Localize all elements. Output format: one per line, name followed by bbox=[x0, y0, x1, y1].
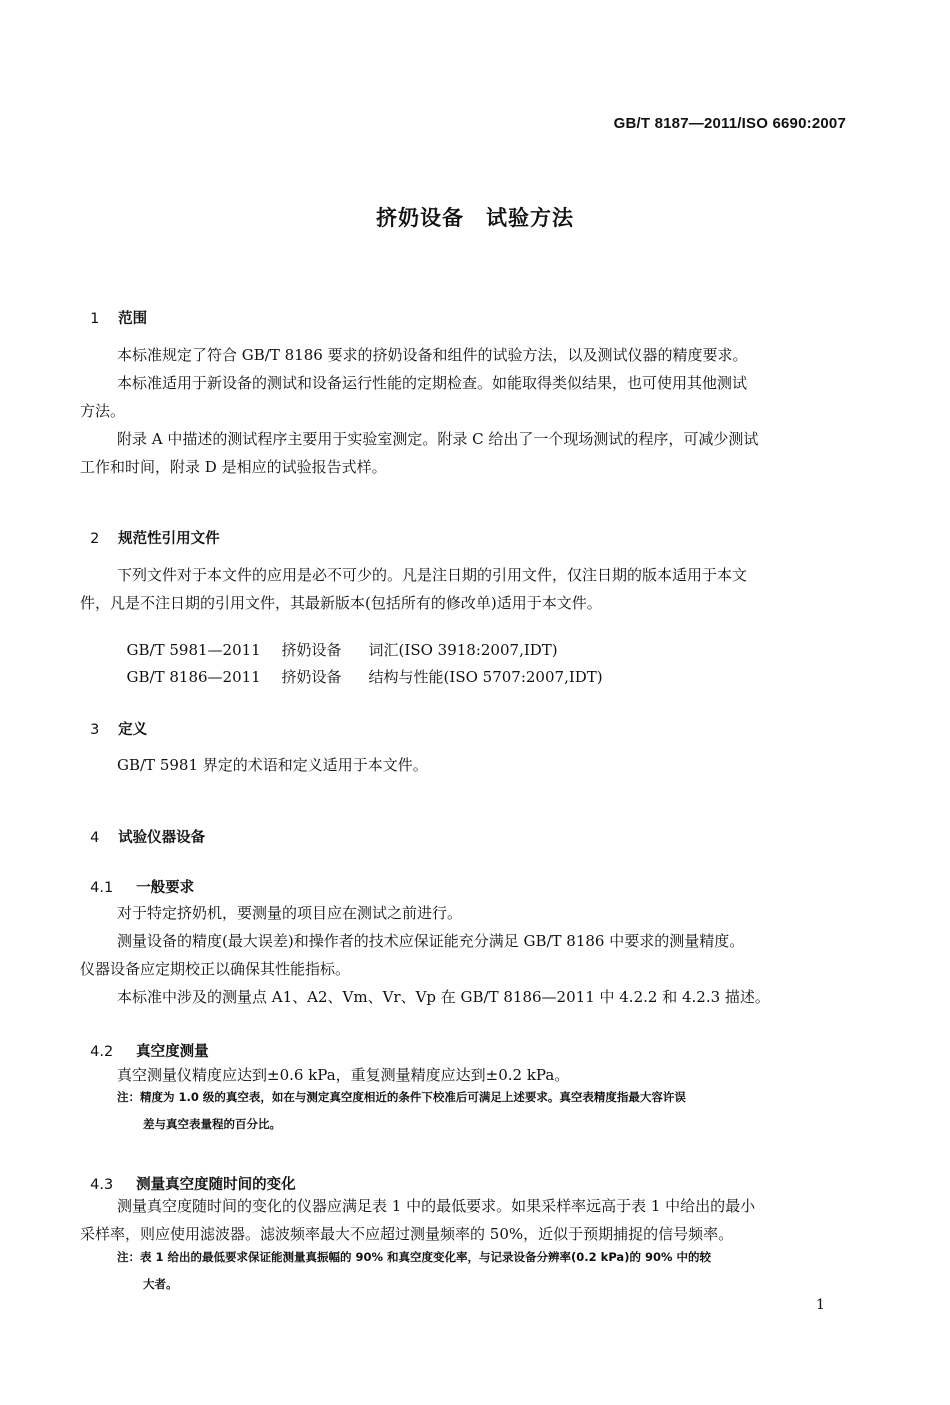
section-title: 试验仪器设备 bbox=[118, 830, 206, 846]
paragraph: 下列文件对于本文件的应用是必不可少的。凡是注日期的引用文件，仅注日期的版本适用于本文 bbox=[117, 566, 748, 584]
subsection-number: 4.3 bbox=[90, 1177, 114, 1193]
note: 注：精度为 1.0 级的真空表，如在与测定真空度相近的条件下校准后可满足上述要求。真空表精度指最大容许误 bbox=[117, 1090, 686, 1104]
subsection-number: 4.1 bbox=[90, 880, 114, 896]
section-number: 3 bbox=[90, 722, 100, 738]
section-title: 范围 bbox=[118, 311, 148, 327]
section-number: 2 bbox=[90, 531, 100, 547]
reference-name: 挤奶设备 bbox=[281, 641, 342, 659]
standard-code: GB/T 8187—2011/ISO 6690:2007 bbox=[613, 115, 846, 132]
paragraph: 对于特定挤奶机，要测量的项目应在测试之前进行。 bbox=[117, 904, 463, 922]
section-title: 规范性引用文件 bbox=[118, 531, 220, 547]
paragraph: 本标准中涉及的测量点 A1、A2、Vm、Vr、Vp 在 GB/T 8186—2011 中 4.2.2 和 4.2.3 描述。 bbox=[117, 988, 770, 1006]
page-number: 1 bbox=[816, 1297, 825, 1313]
paragraph: 本标准规定了符合 GB/T 8186 要求的挤奶设备和组件的试验方法，以及测试仪器的精度要求。 bbox=[117, 346, 748, 364]
paragraph: 附录 A 中描述的测试程序主要用于实验室测定。附录 C 给出了一个现场测试的程序，可减少测试 bbox=[117, 430, 759, 448]
paragraph: 真空测量仪精度应达到±0.6 kPa，重复测量精度应达到±0.2 kPa。 bbox=[117, 1066, 570, 1084]
subsection-4-1-heading bbox=[80, 860, 194, 897]
subsection-title: 一般要求 bbox=[136, 880, 195, 896]
paragraph-continuation: 采样率，则应使用滤波器。滤波频率最大不应超过测量频率的 50%，近似于预期捕捉的信号频率。 bbox=[80, 1225, 734, 1243]
reference-code: GB/T 5981—2011 bbox=[126, 641, 261, 659]
section-number: 1 bbox=[90, 311, 100, 327]
subsection-4-3-heading bbox=[80, 1157, 296, 1194]
subsection-title: 真空度测量 bbox=[136, 1044, 209, 1060]
section-3-heading bbox=[80, 702, 147, 739]
section-1-heading bbox=[80, 291, 147, 328]
paragraph: 测量设备的精度(最大误差)和操作者的技术应保证能充分满足 GB/T 8186 中要求的测量精度。 bbox=[117, 932, 745, 950]
section-title: 定义 bbox=[118, 722, 148, 738]
note-continuation: 差与真空表量程的百分比。 bbox=[143, 1117, 281, 1131]
reference-desc: 结构与性能(ISO 5707:2007,IDT) bbox=[368, 668, 603, 686]
reference-desc: 词汇(ISO 3918:2007,IDT) bbox=[368, 641, 558, 659]
section-number: 4 bbox=[90, 830, 100, 846]
paragraph-continuation: 仪器设备应定期校正以确保其性能指标。 bbox=[80, 960, 351, 978]
note: 注：表 1 给出的最低要求保证能测量真振幅的 90% 和真空度变化率，与记录设备分辨率(0.2 kPa)的 90% 中的较 bbox=[117, 1250, 711, 1264]
paragraph-continuation: 方法。 bbox=[80, 402, 126, 420]
paragraph: 测量真空度随时间的变化的仪器应满足表 1 中的最低要求。如果采样率远高于表 1 中给出的最小 bbox=[117, 1197, 756, 1215]
paragraph-continuation: 工作和时间，附录 D 是相应的试验报告式样。 bbox=[80, 458, 387, 476]
paragraph: GB/T 5981 界定的术语和定义适用于本文件。 bbox=[117, 756, 428, 774]
subsection-number: 4.2 bbox=[90, 1044, 114, 1060]
document-title: 挤奶设备 试验方法 bbox=[376, 206, 574, 230]
section-4-heading bbox=[80, 810, 205, 847]
note-continuation: 大者。 bbox=[143, 1277, 178, 1291]
section-2-heading bbox=[80, 511, 220, 548]
reference-code: GB/T 8186—2011 bbox=[126, 668, 261, 686]
paragraph-continuation: 件，凡是不注日期的引用文件，其最新版本(包括所有的修改单)适用于本文件。 bbox=[80, 594, 602, 612]
subsection-title: 测量真空度随时间的变化 bbox=[136, 1177, 296, 1193]
reference-name: 挤奶设备 bbox=[281, 668, 342, 686]
paragraph: 本标准适用于新设备的测试和设备运行性能的定期检查。如能取得类似结果，也可使用其他测试 bbox=[117, 374, 748, 392]
subsection-4-2-heading bbox=[80, 1024, 209, 1061]
normative-reference bbox=[117, 648, 603, 687]
